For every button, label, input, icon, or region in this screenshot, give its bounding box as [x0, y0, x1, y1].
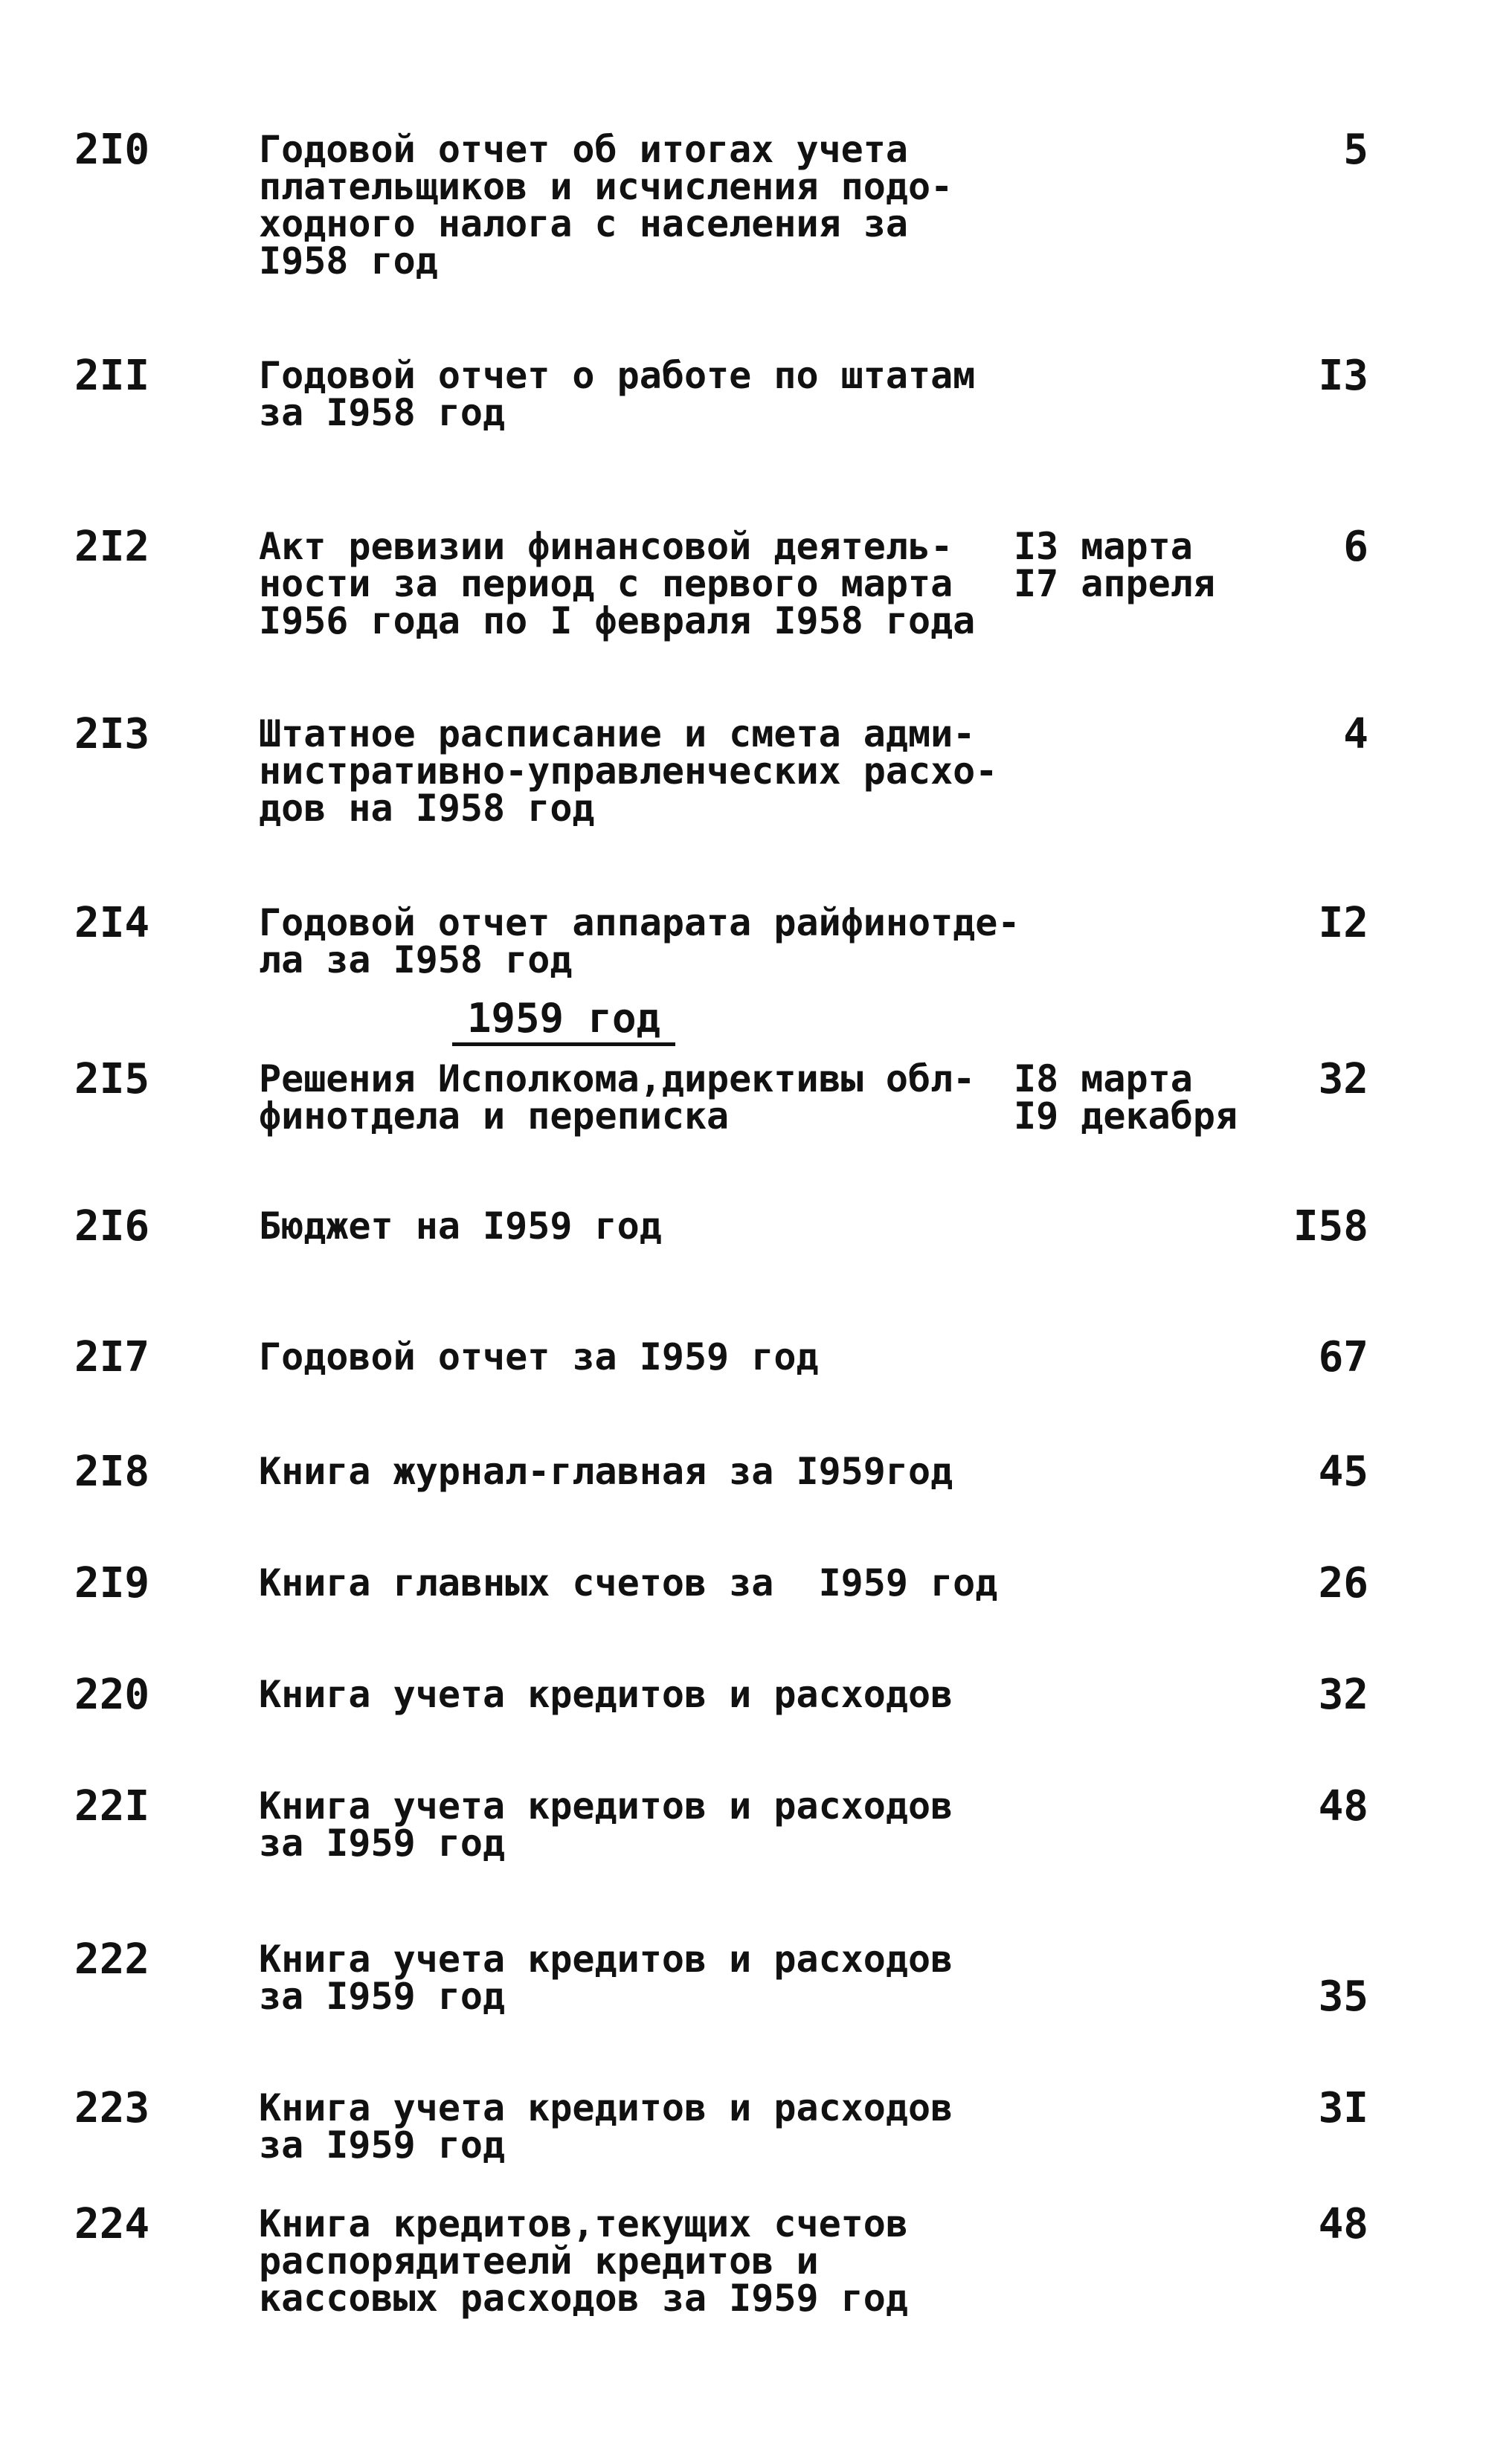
entry-title: [259, 128, 1017, 283]
entry-title-line: ходного налога с населения за: [259, 202, 908, 245]
end-date: I9 декабря: [1014, 1094, 1238, 1138]
sheet-count: 32: [1318, 1055, 1368, 1103]
entry-dates: [1014, 1057, 1238, 1138]
entry-title: [259, 1938, 1017, 2018]
entry-title: [259, 1335, 1017, 1378]
entry-title-line: Штатное расписание и смета адми-: [259, 712, 976, 755]
entry-title-line: Годовой отчет о работе по штатам: [259, 354, 976, 397]
entry-title: [259, 1673, 1017, 1716]
entry-title-line: Бюджет на I959 год: [259, 1204, 662, 1248]
entry-title-line: Книга учета кредитов и расходов: [259, 1938, 953, 1981]
sheet-count: 26: [1318, 1559, 1368, 1607]
entry-number: 2I5: [74, 1055, 150, 1103]
entry-title: [259, 1784, 1017, 1865]
entry-number: 222: [74, 1935, 150, 1984]
entry-number: 223: [74, 2084, 150, 2132]
entry-number: 2I8: [74, 1448, 150, 1496]
entry-number: 2I3: [74, 710, 150, 758]
entry-title: [259, 1450, 1017, 1493]
entry-number: 224: [74, 2200, 150, 2248]
entry-title: [259, 354, 1017, 434]
entry-title: [259, 525, 1017, 642]
sheet-count: 48: [1318, 2200, 1368, 2248]
entry-title-line: за I959 год: [259, 2123, 506, 2167]
entry-number: 2I0: [74, 126, 150, 174]
entry-title-line: I958 год: [259, 239, 438, 283]
year-heading: 1959 год: [452, 998, 675, 1046]
entry-title-line: Годовой отчет об итогах учета: [259, 128, 908, 171]
end-date: I7 апреля: [1014, 562, 1215, 605]
sheet-count: I2: [1318, 899, 1368, 947]
entry-title-line: Годовой отчет за I959 год: [259, 1335, 819, 1378]
entry-title-line: Книга учета кредитов и расходов: [259, 1784, 953, 1828]
entry-number: 2I2: [74, 523, 150, 571]
entry-title-line: кассовых расходов за I959 год: [259, 2277, 908, 2320]
sheet-count: I3: [1318, 352, 1368, 400]
entry-title-line: за I958 год: [259, 391, 506, 434]
entry-title-line: Акт ревизии финансовой деятель-: [259, 525, 953, 568]
entry-number: 2I6: [74, 1202, 150, 1251]
entry-number: 2I7: [74, 1333, 150, 1381]
entry-title-line: дов на I958 год: [259, 787, 595, 830]
entry-number: 22I: [74, 1782, 150, 1831]
entry-title: [259, 1057, 1017, 1138]
sheet-count: 48: [1318, 1782, 1368, 1831]
entry-title: [259, 2202, 1017, 2320]
entry-title-line: Годовой отчет аппарата райфинотде-: [259, 901, 1020, 944]
sheet-count: 35: [1318, 1973, 1368, 2021]
entry-title: [259, 1204, 1017, 1248]
sheet-count: 67: [1318, 1333, 1368, 1381]
entry-title: [259, 901, 1020, 981]
sheet-count: 4: [1343, 710, 1368, 758]
sheet-count: 5: [1343, 126, 1368, 174]
entry-title: [259, 2086, 1017, 2167]
entry-title-line: Книга учета кредитов и расходов: [259, 2086, 953, 2129]
entry-title-line: Решения Исполкома,директивы обл-: [259, 1057, 976, 1100]
entry-number: 2I9: [74, 1559, 150, 1607]
sheet-count: 3I: [1318, 2084, 1368, 2132]
entry-title-line: нистративно-управленческих расхо-: [259, 749, 998, 793]
start-date: I3 марта: [1014, 525, 1193, 568]
entry-dates: [1014, 525, 1215, 605]
entry-title-line: Книга учета кредитов и расходов: [259, 1673, 953, 1716]
entry-title: [259, 1561, 1017, 1604]
entry-title-line: распорядитеелй кредитов и: [259, 2239, 819, 2283]
entry-title-line: Книга главных счетов за I959 год: [259, 1561, 998, 1604]
entry-title-line: Книга журнал-главная за I959год: [259, 1450, 953, 1493]
entry-title-line: плательщиков и исчисления подо-: [259, 165, 953, 208]
entry-title-line: Книга кредитов,текущих счетов: [259, 2202, 908, 2245]
entry-title-line: за I959 год: [259, 1822, 506, 1865]
start-date: I8 марта: [1014, 1057, 1193, 1100]
entry-title-line: ла за I958 год: [259, 938, 573, 981]
entry-number: 2II: [74, 352, 150, 400]
entry-number: 2I4: [74, 899, 150, 947]
entry-title-line: за I959 год: [259, 1975, 506, 2018]
sheet-count: I58: [1293, 1202, 1368, 1251]
entry-title: [259, 712, 1017, 830]
sheet-count: 6: [1343, 523, 1368, 571]
sheet-count: 45: [1318, 1448, 1368, 1496]
entry-title-line: финотдела и переписка: [259, 1094, 730, 1138]
sheet-count: 32: [1318, 1671, 1368, 1719]
entry-number: 220: [74, 1671, 150, 1719]
entry-title-line: ности за период с первого марта: [259, 562, 953, 605]
entry-title-line: I956 года по I февраля I958 года: [259, 599, 976, 642]
